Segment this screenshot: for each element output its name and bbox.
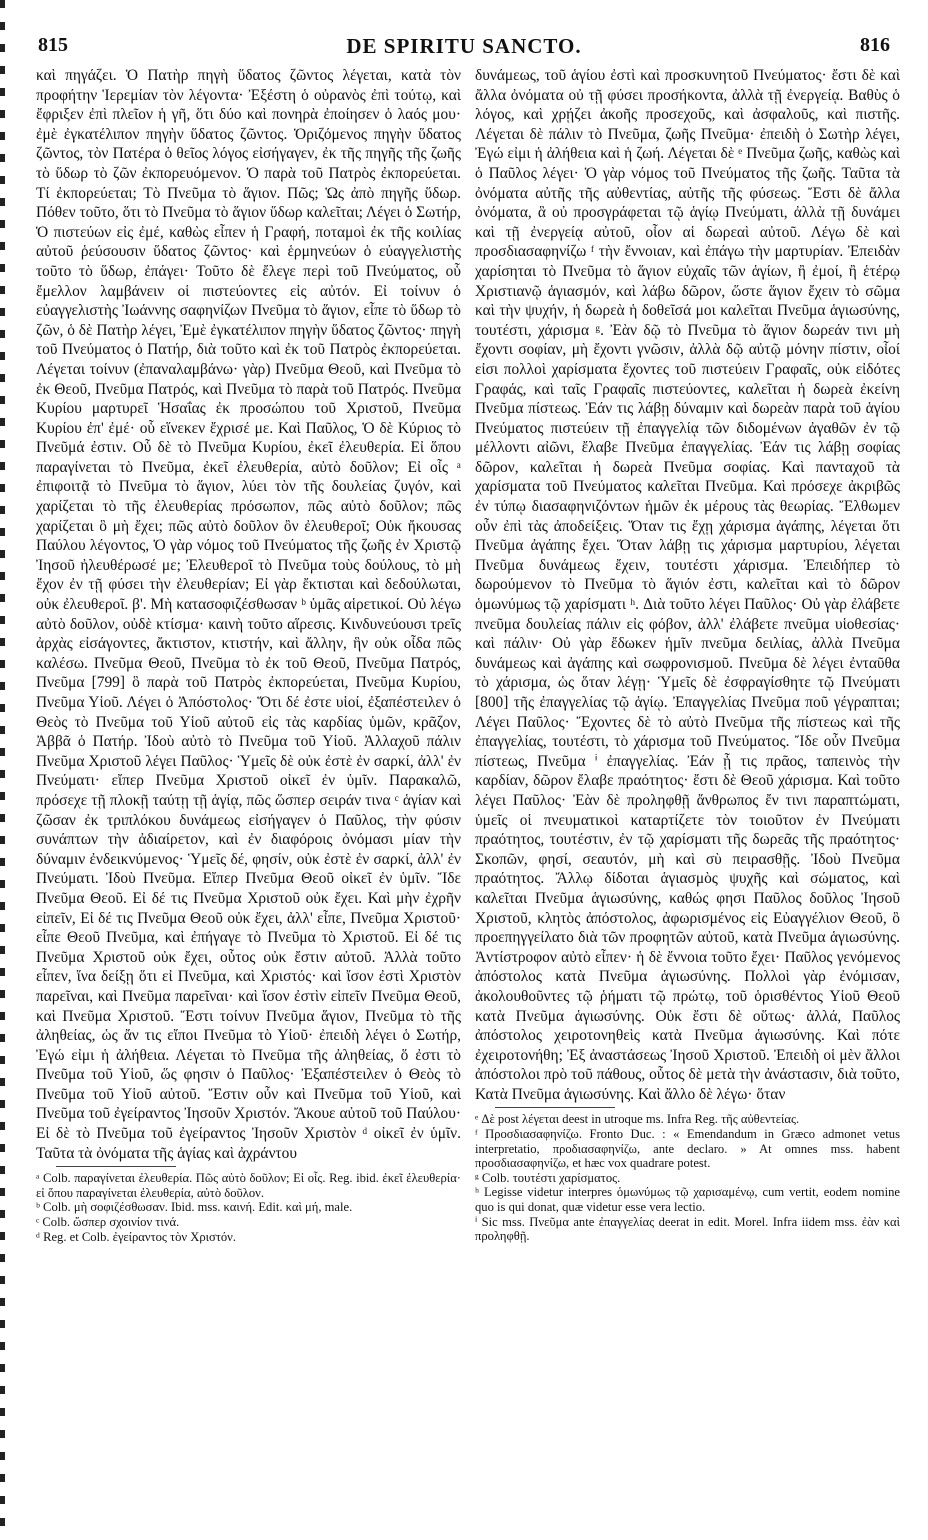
right-column (475, 66, 900, 1244)
right-column-text: δυνάμεως, τοῦ ἁγίου ἐστὶ καὶ προσκυνητοῦ Πνεύματος· ἔστι δὲ καὶ ἄλλα ὀνόματα οὐ τῇ φύσει προσήκοντα, ἀλλὰ τῇ ἐνεργείᾳ. Βαθὺς ὁ λόγος, καὶ χρῄζει ἀκοῆς προσεχοῦς, καὶ ἀσφαλοῦς, καὶ πιστῆς. Λέγεται δὲ πάλιν τὸ Πνεῦμα, ζωῆς Πνεῦμα· ἐπειδὴ ὁ Σωτὴρ λέγει, Ἐγώ εἰμι ἡ ἀλήθεια καὶ ἡ ζωή. Λέγεται δὲ ᵉ Πνεῦμα ζωῆς, καθὼς καὶ ὁ Παῦλος λέγει· Ὁ γὰρ νόμος τοῦ Πνεύματος τῆς ζωῆς. Ταῦτα τὰ ὀνόματα αὐτῆς τῆς αὐθεντίας, αὐτῆς τῆς φύσεως. Ἔστι δὲ ἄλλα ὀνόματα, ἃ οὐ προσγράφεται τῷ ἁγίῳ Πνεύματι, ἀλλὰ τῇ δυνάμει καὶ τῇ ἐνεργείᾳ αὐτοῦ, οἷον αἱ δωρεαὶ αὐτοῦ. Λέγω δὲ καὶ προσδιασαφηνίζω ᶠ τὴν ἔννοιαν, καὶ ἐπάγω τὴν μαρτυρίαν. Ἐπειδὰν χαρίσηται τὸ Πνεῦμα τὸ ἅγιον εὐχαῖς τῶν ἁγίων, ἢ ἐμοί, ἢ ἑτέρῳ Χριστιανῷ ἁγιασμόν, καὶ λάβω δῶρον, ὥστε ἅγιον ἔχειν τὸ σῶμα καὶ τὴν ψυχήν, ἡ δωρεὰ ἡ δοθεῖσά μοι καλεῖται Πνεῦμα ἁγιωσύνης, τουτέστι, χάρισμα ᵍ. Ἐὰν δῷ τὸ Πνεῦμα τὸ ἅγιον δωρεάν τινι μὴ ἔχοντι σοφίαν, μὴ ἔχοντι γνῶσιν, ἀλλὰ δῷ αὐτῷ μόνην πίστιν, οἷοί εἰσι πολλοὶ χαρίσματα ἔχοντες τοῦ πιστεύειν Γραφαῖς, οὐκ εἰδότες Γραφάς, καὶ ταῖς Γραφαῖς πιστεύοντες, καλεῖται ἡ δωρεὰ ἐκείνη Πνεῦμα πίστεως. Ἐάν τις λάβῃ δύναμιν καὶ δωρεὰν παρὰ τοῦ ἁγίου Πνεύματος πιστεύειν τῇ ἐπαγγελίᾳ τῶν διδομένων ἀγαθῶν ἐν τῷ μέλλοντι αἰῶνι, ἔλαβε Πνεῦμα ἐπαγγελίας. Ἐάν τις λάβῃ σοφίας δῶρον, καλεῖται ἡ δωρεὰ Πνεῦμα σοφίας. Καὶ πανταχοῦ τὰ χαρίσματα τοῦ Πνεύματος καλεῖται Πνεῦμα. Καὶ πρόσεχε ἀκριβῶς ἐν τύπῳ διασαφηνιζόντων ἡμῶν ἐκ μέρους τὰς θεωρίας. Ἔλθωμεν οὖν ἐπὶ τὰς ἀποδείξεις. Ὅταν τις ἔχῃ χάρισμα ἀγάπης, λέγεται ὅτι Πνεῦμα ἀγάπης ἔχει. Ὅταν λάβῃ τις χάρισμα μαρτυρίου, λέγεται Πνεῦμα δυνάμεως ἔχειν, τουτέστι χάρισμα. Ἐπειδήπερ τὸ δωρούμενον τὸ Πνεῦμα τὸ ἅγιόν ἐστι, καλεῖται καὶ τὸ δῶρον ὁμωνύμως τῷ χαρίσματι ʰ. Διὰ τοῦτο λέγει Παῦλος· Οὐ γὰρ ἐλάβετε πνεῦμα δουλείας πάλιν εἰς φόβον, ἀλλ' ἐλάβετε πνεῦμα υἱοθεσίας· καὶ πάλιν· Οὐ γὰρ ἔδωκεν ἡμῖν πνεῦμα δειλίας, ἀλλὰ Πνεῦμα δυνάμεως καὶ ἀγάπης καὶ σωφρονισμοῦ. Πνεῦμα δὲ λέγει ἐνταῦθα τὸ χάρισμα, ὡς ὅταν λέγῃ· Ὑμεῖς δὲ ἐσφραγίσθητε τῷ Πνεύματι [800] τῆς ἐπαγγελίας τῷ ἁγίῳ. Ἐπαγγελίας Πνεῦμα ποῦ γέγραπται; Λέγει Παῦλος· Ἔχοντες δὲ τὸ αὐτὸ Πνεῦμα τῆς πίστεως καὶ τῆς ἐπαγγελίας, τουτέστι, τὸ χάρισμα τοῦ Πνεύματος. Ἴδε οὖν Πνεῦμα πίστεως, Πνεῦμα ⁱ ἐπαγγελίας. Ἐάν ᾖ τις πρᾶος, ταπεινὸς τὴν καρδίαν, δῶρον ἔλαβε πραότητος· ἔστι δὲ Θεοῦ χάρισμα. Καὶ τοῦτο λέγει Παῦλος· Ἐὰν δὲ προληφθῇ ἄνθρωπος ἔν τινι παραπτώματι, ὑμεῖς οἱ πνευματικοὶ καταρτίζετε τὸν τοιοῦτον ἐν Πνεύματι πραότητος, τουτέστιν, ἐν τῷ χαρίσματι τῆς δωρεᾶς τῆς πραότητος· Σκοπῶν, φησί, σεαυτόν, μὴ καὶ σὺ πειρασθῇς. Ἰδοὺ Πνεῦμα πραότητος. Ἄλλῳ δίδοται ἁγιασμὸς ψυχῆς καὶ σώματος, καὶ καλεῖται Πνεῦμα ἁγιωσύνης, καθώς φησι Παῦλος δοῦλος Ἰησοῦ Χριστοῦ, κλητὸς ἀπόστολος, ἀφωρισμένος εἰς Εὐαγγέλιον Θεοῦ, ὃ προεπηγγείλατο διὰ τῶν προφητῶν αὐτοῦ, κατὰ Πνεῦμα ἁγιωσύνης. Ἀντίστροφον αὐτὸ εἶπεν· ἡ δὲ ἔννοια τοῦτο ἔχει· Παῦλος γενόμενος ἀπόστολος κατὰ Πνεῦμα ἁγιωσύνης. Πολλοὶ γὰρ ἐνόμισαν, ἀκολουθοῦντες τῷ ῥήματι τῷ πρώτῳ, τοῦ ὁρισθέντος Υἱοῦ Θεοῦ κατὰ Πνεῦμα ἁγιωσύνης. Οὐκ ἔστι δὲ οὕτως· ἀλλά, Παῦλος ἀπόστολος χειροτονηθεὶς κατὰ Πνεῦμα ἁγιωσύνης. Καὶ πότε ἐχειροτονήθη; Ἐξ ἀναστάσεως Ἰησοῦ Χριστοῦ. Ἐπειδὴ οἱ μὲν ἄλλοι ἀπόστολοι πρὸ τοῦ πάθους, οὗτος δὲ μετὰ τὴν ἀνάστασιν, διὰ τοῦτο, Κατὰ Πνεῦμα ἁγιωσύνης. Καὶ ἄλλο δὲ λέγω· ὅταν (475, 67, 900, 1103)
left-column (36, 66, 461, 1244)
footnote-divider (56, 1166, 176, 1167)
footnote-c: ᶜ Colb. ὥσπερ σχοινίον τινά. (36, 1215, 180, 1230)
footnote-b: ᵇ Colb. μὴ σοφιζέσθωσαν. Ibid. mss. καινή. Edit. καὶ μή, male. (36, 1200, 353, 1215)
page-header (38, 34, 890, 58)
footnote-g: ᵍ Colb. τουτέστι χαρίσματος. (475, 1170, 621, 1185)
running-title: DE SPIRITU SANCTO. (346, 34, 582, 58)
left-column-text: καὶ πηγάζει. Ὁ Πατὴρ πηγὴ ὕδατος ζῶντος λέγεται, κατὰ τὸν προφήτην Ἱερεμίαν τὸν λέγοντα· Ἐξέστη ὁ οὐρανὸς ἐπὶ τούτῳ, καὶ ἔφριξεν ἐπὶ πλεῖον ἡ γῆ, ὅτι δύο καὶ πονηρὰ ἐποίησεν ὁ λαός μου· ἐμὲ ἐγκατέλιπον πηγὴν ὕδατος ζῶντος. Ὁριζόμενος πηγὴν ὕδατος ζῶντος, τὸν Πατέρα ὁ θεῖος λόγος εἰσήγαγεν, ἐκ τῆς πηγῆς τῆς ζωῆς τὸ ὕδωρ τὸ ζῶν ἐκπορευόμενον. Ὁ παρὰ τοῦ Πατρὸς ἐκπορεύεται. Τί ἐκπορεύεται; Τὸ Πνεῦμα τὸ ἅγιον. Πῶς; Ὡς ἀπὸ πηγῆς ὕδωρ. Πόθεν τοῦτο, ὅτι τὸ Πνεῦμα τὸ ἅγιον ὕδωρ καλεῖται; Λέγει ὁ Σωτήρ, Ὁ πιστεύων εἰς ἐμέ, καθὼς εἶπεν ἡ Γραφή, ποταμοὶ ἐκ τῆς κοιλίας αὐτοῦ ῥεύσουσιν ὕδατος ζῶντος· καὶ ἑρμηνεύων ὁ εὐαγγελιστὴς τοῦτο τὸ ὕδωρ, ἐπάγει· Τοῦτο δὲ ἔλεγε περὶ τοῦ Πνεύματος, οὗ ἔμελλον λαμβάνειν οἱ πιστεύοντες εἰς αὐτόν. Εἰ τοίνυν ὁ εὐαγγελιστὴς Ἰωάννης σαφηνίζων Πνεῦμα τὸ ἅγιον, εἶπε τὸ ὕδωρ τὸ ζῶν, ὁ δὲ Πατὴρ λέγει, Ἐμὲ ἐγκατέλιπον πηγὴν ὕδατος ζῶντος· πηγὴ τοῦ Πνεύματος ὁ Πατήρ, διὰ τοῦτο καὶ ἐκ τοῦ Πατρὸς ἐκπορεύεται. Λέγεται τοίνυν (ἐπαναλαμβάνω· γὰρ) Πνεῦμα Θεοῦ, καὶ Πνεῦμα τὸ ἐκ Θεοῦ, Πνεῦμα Πατρός, καὶ Πνεῦμα τὸ παρὰ τοῦ Πατρός. Πνεῦμα Κυρίου μαρτυρεῖ Ἡσαΐας ἐκ προσώπου τοῦ Χριστοῦ, Πνεῦμα Κυρίου ἐπ' ἐμέ· οὗ εἵνεκεν ἔχρισέ με. Καὶ Παῦλος, Ὁ δὲ Κύριος τὸ Πνεῦμά ἐστιν. Οὗ δὲ τὸ Πνεῦμα Κυρίου, ἐκεῖ ἐλευθερία. Εἰ ὅπου παραγίνεται τὸ Πνεῦμα, ἐκεῖ ἐλευθερία, αὐτὸ δοῦλον; Εἰ οἷς ᵃ ἐπιφοιτᾷ τὸ Πνεῦμα τὸ ἅγιον, λύει τὸν τῆς δουλείας ζυγόν, καὶ χαρίζεται τὸ τῆς ἐλευθερίας πρόσωπον, πῶς αὐτὸ δοῦλον; πῶς χαρίζεται ὃ μὴ ἔχει; πῶς αὐτὸ δοῦλον ὂν ἐλευθεροῖ; Οὐκ ἤκουσας Παύλου λέγοντος, Ὁ γὰρ νόμος τοῦ Πνεύματος τῆς ζωῆς ἐν Χριστῷ Ἰησοῦ ἠλευθέρωσέ με; Ἐλευθεροῖ τὸ Πνεῦμα τοὺς δούλους, τὸ μὴ ἔχον ἐν τῇ φύσει τὴν ἐλευθερίαν; Εἰ γὰρ ἔκτισται καὶ δεδούλωται, οὐκ ἐλευθεροῖ. β'. Μὴ κατασοφιζέσθωσαν ᵇ ὑμᾶς αἱρετικοί. Οὐ λέγω αὐτὸ δοῦλον, οὐδὲ κτίσμα· καινὴ τοῦτο αἵρεσις. Κινδυνεύουσι τρεῖς ἀρχὰς εἰσάγοντες, ἄκτιστον, κτιστήν, καὶ ἄλλην, ἣν οὐκ οἶδα πῶς καλέσω. Πνεῦμα Θεοῦ, Πνεῦμα τὸ ἐκ τοῦ Θεοῦ, Πνεῦμα Πατρός, Πνεῦμα [799] ὃ παρὰ τοῦ Πατρὸς ἐκπορεύεται, Πνεῦμα Κυρίου, Πνεῦμα Υἱοῦ. Λέγει ὁ Ἀπόστολος· Ὅτι δέ ἐστε υἱοί, ἐξαπέστειλεν ὁ Θεὸς τὸ Πνεῦμα τοῦ Υἱοῦ αὐτοῦ εἰς τὰς καρδίας ὑμῶν, κρᾶζον, Ἀββᾶ ὁ Πατήρ. Ἰδοὺ αὐτὸ τὸ Πνεῦμα τοῦ Υἱοῦ. Ἀλλαχοῦ πάλιν Πνεῦμα Χριστοῦ λέγει Παῦλος· Ὑμεῖς δὲ οὐκ ἐστὲ ἐν σαρκί, ἀλλ' ἐν Πνεύματι· εἴπερ Πνεῦμα Χριστοῦ οἰκεῖ ἐν ὑμῖν. Παρακαλῶ, πρόσεχε τῇ πλοκῇ ταύτῃ τῇ ἁγίᾳ, πῶς ὥσπερ σειράν τινα ᶜ ἁγίαν καὶ ζῶσαν ἐκ τριπλόκου δυνάμεως εἰσήγαγεν ὁ Παῦλος, τὴν φύσιν συνάπτων τὴν ἀδιαίρετον, καὶ ἐν διαφόροις ὀνόμασι μίαν τὴν δύναμιν ἐνδεικνύμενος· Ὑμεῖς δέ, φησίν, οὐκ ἐστὲ ἐν σαρκί, ἀλλ' ἐν Πνεύματι. Ἰδοὺ Πνεῦμα. Εἴπερ Πνεῦμα Θεοῦ οἰκεῖ ἐν ὑμῖν. Ἴδε Πνεῦμα Θεοῦ. Εἰ δέ τις Πνεῦμα Χριστοῦ οὐκ ἔχει. Καὶ μὴν ἐχρῆν εἰπεῖν, Εἰ δέ τις Πνεῦμα Θεοῦ οὐκ ἔχει, ἀλλ' εἶπε, Πνεῦμα Χριστοῦ· εἶπε Θεοῦ Πνεῦμα, καὶ ἐπήγαγε τὸ Πνεῦμα τὸ Χριστοῦ. Εἰ δέ τις Πνεῦμα Χριστοῦ οὐκ ἔχει, οὗτος οὐκ ἔστιν αὐτοῦ. Ἀλλὰ τοῦτο εἶπεν, ἵνα δείξῃ ὅτι εἰ Πνεῦμα, καὶ Χριστός· καὶ ἴσον ἐστὶ Χριστὸν παρεῖναι, καὶ Πνεῦμα παρεῖναι· καὶ ἴσον ἐστὶν εἰπεῖν Πνεῦμα Θεοῦ, καὶ Πνεῦμα Χριστοῦ. Ἔστι τοίνυν Πνεῦμα ἅγιον, Πνεῦμα τὸ τῆς ἀληθείας, ὡς ἄν τις εἴποι Πνεῦμα τὸ Υἱοῦ· ἐπειδὴ λέγει ὁ Σωτήρ, Ἐγώ εἰμι ἡ ἀλήθεια. Λέγεται τὸ Πνεῦμα τῆς ἀληθείας, ὅ ἐστι τὸ Πνεῦμα τοῦ Υἱοῦ, ὥς φησιν ὁ Παῦλος· Ἐξαπέστειλεν ὁ Θεὸς τὸ Πνεῦμα τοῦ Υἱοῦ αὐτοῦ. Ἔστιν οὖν καὶ Πνεῦμα τοῦ Υἱοῦ, καὶ Πνεῦμα τοῦ ἐγείραντος Ἰησοῦν Χριστόν. Ἄκουε αὐτοῦ τοῦ Παύλου· Εἰ δὲ τὸ Πνεῦμα τοῦ ἐγείραντος Ἰησοῦν Χριστὸν ᵈ οἰκεῖ ἐν ὑμῖν. Ταῦτα τὰ ὀνόματα τῆς ἁγίας καὶ ἀχράντου (36, 67, 461, 1162)
footnote-d: ᵈ Reg. et Colb. ἐγείραντος τὸν Χριστόν. (36, 1229, 237, 1244)
footnote-f: ᶠ Προσδιασαφηνίζω. Fronto Duc. : « Emendandum in Græco admonet vetus interpretatio, προδιασαφηνίζω, ante declaro. » At omnes mss. habent προσδιασαφηνίζω, et hæc vox quadrare potest. (475, 1127, 900, 1171)
footnote-divider (495, 1107, 615, 1108)
footnote-a: ᵃ Colb. παραγίνεται ἐλευθερία. Πῶς αὐτὸ δοῦλον; Εἰ οἷς. Reg. ibid. ἐκεῖ ἐλευθερία· εἰ ὅπου παραγίνεται ἐλευθερία, αὐτὸ δοῦλον. (36, 1171, 461, 1200)
page-number-right: 816 (860, 34, 890, 56)
scan-edge-marks (0, 0, 5, 1540)
footnote-i: ⁱ Sic mss. Πνεῦμα ante ἐπαγγελίας deerat in edit. Morel. Infra iidem mss. ἐὰν καὶ προληφθῇ. (475, 1214, 900, 1244)
footnote-h: ʰ Legisse videtur interpres ὁμωνύμως τῷ χαρισαμένῳ, cum vertit, eodem nomine quo is qui donat, quæ videtur esse vera lectio. (475, 1185, 900, 1215)
page-number-left: 815 (38, 34, 68, 56)
footnote-e: ᵉ Δὲ post λέγεται deest in utroque ms. Infra Reg. τῆς αὐθεντείας. (475, 1112, 800, 1127)
